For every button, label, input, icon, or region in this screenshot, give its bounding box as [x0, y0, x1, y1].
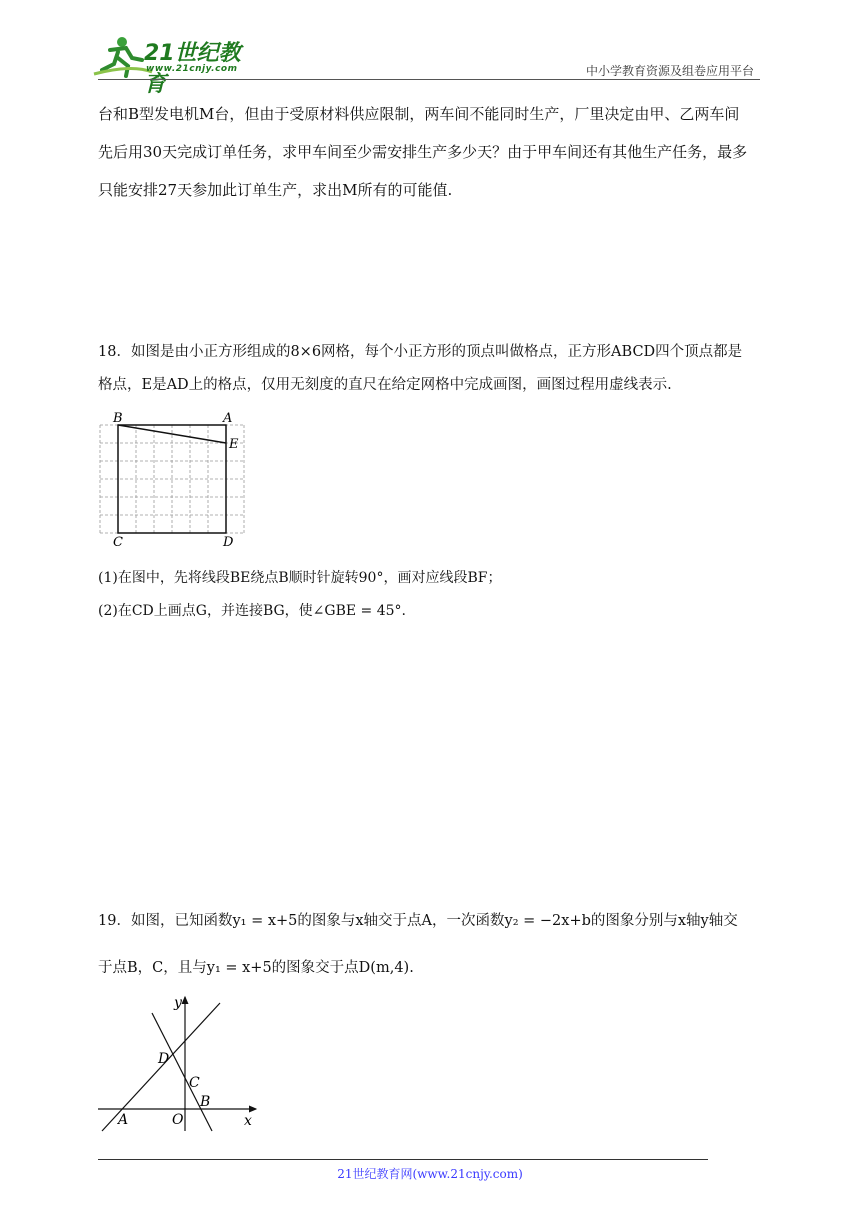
header-platform-name: 中小学教育资源及组卷应用平台: [585, 64, 754, 78]
label-a: A: [118, 1112, 129, 1128]
q17-continuation: [98, 97, 764, 207]
label-e: E: [229, 437, 239, 452]
header-divider: [98, 79, 760, 80]
label-c: C: [189, 1075, 200, 1091]
label-x: x: [244, 1113, 252, 1129]
q18-line2: 格点，E是AD上的格点，仅用无刻度的直尺在给定网格中完成画图，画图过程用虚线表示.: [98, 377, 672, 393]
logo-url: www.21cnjy.com: [146, 64, 238, 74]
footer-link[interactable]: 21世纪教育网(www.21cnjy.com): [337, 1167, 523, 1181]
q17-line2: 先后用30天完成订单任务，求甲车间至少需安排生产多少天？由于甲车间还有其他生产任务，最多: [98, 143, 748, 161]
footer-divider: [98, 1159, 708, 1160]
label-o: O: [172, 1112, 184, 1128]
q19-line2: 于点B，C，且与y₁ = x+5的图象交于点D(m,4).: [98, 960, 414, 976]
label-d: D: [223, 535, 234, 550]
logo-title: 21世纪教育: [144, 41, 241, 97]
q18-sub1: (1)在图中，先将线段BE绕点B顺时针旋转90°，画对应线段BF；: [98, 570, 502, 586]
q18-sub2: (2)在CD上画点G，并连接BG，使∠GBE = 45°.: [98, 603, 406, 619]
q17-line1: 台和B型发电机M台，但由于受原材料供应限制，两车间不能同时生产，厂里决定由甲、乙两车间: [98, 105, 740, 123]
q19-line1: 19．如图，已知函数y₁ = x+5的图象与x轴交于点A，一次函数y₂ = −2x+b的图象分别与x轴y轴交: [98, 913, 738, 929]
label-b: B: [113, 411, 123, 426]
label-a: A: [223, 411, 233, 426]
q18-line1: 18．如图是由小正方形组成的8×6网格，每个小正方形的顶点叫做格点，正方形ABCD四个顶点都是: [98, 344, 743, 360]
label-c: C: [113, 535, 123, 550]
q18-grid-figure: [96, 410, 256, 550]
q17-line3: 只能安排27天参加此订单生产，求出M所有的可能值.: [98, 181, 453, 199]
label-d: D: [158, 1051, 170, 1067]
q18-stem: [98, 336, 766, 402]
grid-lines: [100, 425, 244, 533]
label-y: y: [174, 995, 182, 1011]
q19-graph-figure: [96, 993, 266, 1133]
label-b: B: [200, 1094, 211, 1110]
logo: [92, 34, 262, 97]
